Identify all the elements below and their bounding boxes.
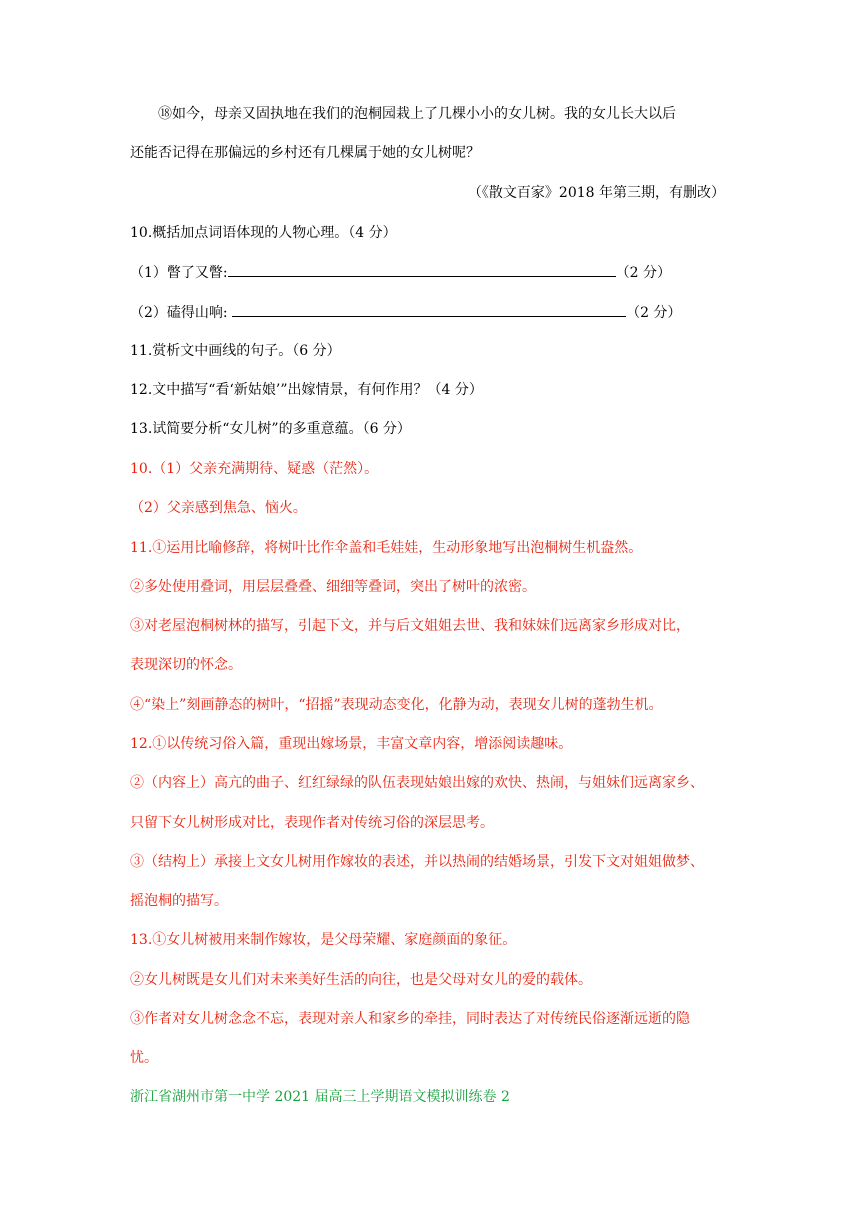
question-10-2-score: （2 分） xyxy=(626,305,682,321)
answer-13-1: 13.①女儿树被用来制作嫁妆，是父母荣耀、家庭颜面的象征。 xyxy=(130,932,517,948)
question-10-2-label: （2）磕得山响: xyxy=(130,305,233,321)
answer-blank-10-1[interactable] xyxy=(228,262,616,277)
question-11: 11.赏析文中画线的句子。（6 分） xyxy=(130,343,341,359)
question-10: 10.概括加点词语体现的人物心理。（4 分） xyxy=(130,225,397,241)
answer-10-2: （2）父亲感到焦急、恼火。 xyxy=(130,500,307,516)
answer-13-3-line-2: 忧。 xyxy=(130,1050,158,1066)
answer-13-3-line-1: ③作者对女儿树念念不忘，表现对亲人和家乡的牵挂，同时表达了对传统民俗逐渐远逝的隐 xyxy=(130,1011,690,1027)
passage-source: （《散文百家》2018 年第三期，有删改） xyxy=(467,185,725,201)
question-10-2 xyxy=(130,302,730,323)
answer-11-3-line-2: 表现深切的怀念。 xyxy=(130,657,242,673)
answer-11-3-line-1: ③对老屋泡桐树林的描写，引起下文，并与后文姐姐去世、我和妹妹们远离家乡形成对比， xyxy=(130,618,690,634)
answer-13-2: ②女儿树既是女儿们对未来美好生活的向往，也是父母对女儿的爱的载体。 xyxy=(130,972,592,988)
answer-12-2-line-2: 只留下女儿树形成对比，表现作者对传统习俗的深层思考。 xyxy=(130,815,494,831)
answer-11-1: 11.①运用比喻修辞，将树叶比作伞盖和毛娃娃，生动形象地写出泡桐树生机盎然。 xyxy=(130,540,643,556)
passage-paragraph-18-line-2: 还能否记得在那偏远的乡村还有几棵属于她的女儿树呢？ xyxy=(130,145,480,161)
question-13: 13.试简要分析“女儿树”的多重意蕴。（6 分） xyxy=(130,421,411,437)
passage-paragraph-18-line-1: ⑱如今，母亲又固执地在我们的泡桐园栽上了几棵小小的女儿树。我的女儿长大以后 xyxy=(158,106,676,122)
answer-12-1: 12.①以传统习俗入篇，重现出嫁场景，丰富文章内容，增添阅读趣味。 xyxy=(130,736,573,752)
question-10-1 xyxy=(130,262,730,283)
answer-12-3-line-2: 摇泡桐的描写。 xyxy=(130,893,228,909)
answer-12-3-line-1: ③（结构上）承接上文女儿树用作嫁妆的表述，并以热闹的结婚场景，引发下文对姐姐做梦、 xyxy=(130,854,704,870)
answer-10-1: 10.（1）父亲充满期待、疑惑（茫然）。 xyxy=(130,461,379,477)
question-10-1-label: （1）瞥了又瞥: xyxy=(130,265,228,281)
answer-12-2-line-1: ②（内容上）高亢的曲子、红红绿绿的队伍表现姑娘出嫁的欢快、热闹，与姐妹们远离家乡、 xyxy=(130,775,704,791)
answer-11-2: ②多处使用叠词，用层层叠叠、细细等叠词，突出了树叶的浓密。 xyxy=(130,579,536,595)
question-10-1-score: （2 分） xyxy=(615,265,671,281)
answer-blank-10-2[interactable] xyxy=(232,302,626,317)
answer-11-4: ④“染上”刻画静态的树叶，“招摇”表现动态变化，化静为动，表现女儿树的蓬勃生机。 xyxy=(130,697,663,713)
question-12: 12.文中描写“看‘新姑娘’”出嫁情景，有何作用？（4 分） xyxy=(130,382,483,398)
document-footer: 浙江省湖州市第一中学 2021 届高三上学期语文模拟训练卷 2 xyxy=(130,1089,510,1105)
